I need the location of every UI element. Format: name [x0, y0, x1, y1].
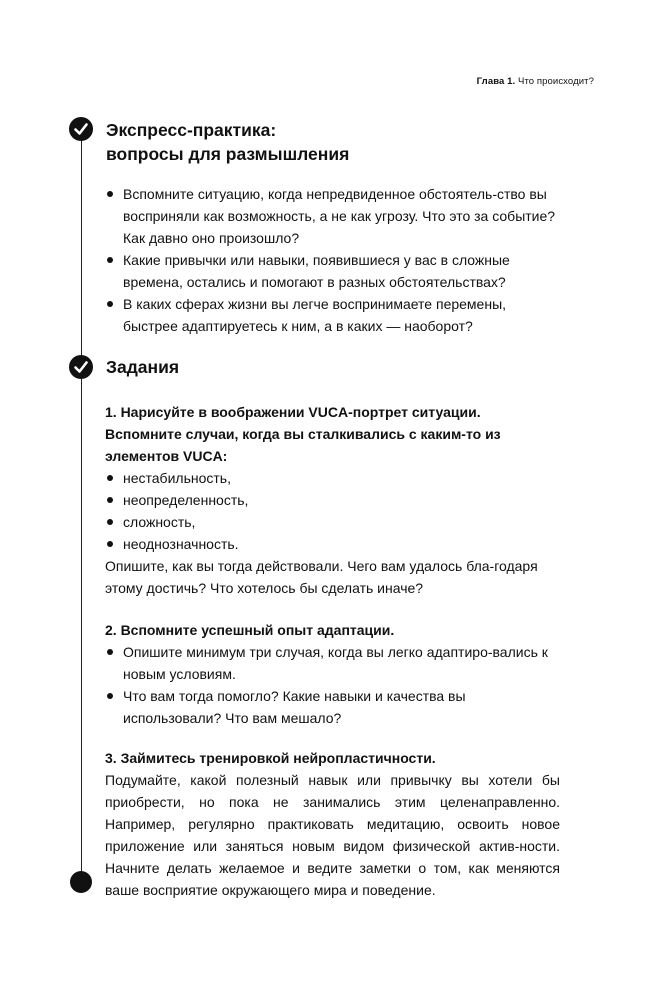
list-item: Опишите минимум три случая, когда вы легко адаптиро-вались к новым условиям. [105, 641, 560, 685]
section-title-line1: Экспресс-практика: [106, 120, 277, 140]
check-circle-icon [69, 117, 93, 141]
section-title-tasks: Задания [106, 357, 180, 377]
dot-icon [70, 871, 92, 893]
list-item: В каких сферах жизни вы легче воспринимаете перемены, быстрее адаптируетесь к ним, а в каких — наоборот? [105, 293, 560, 337]
list-item: сложность, [105, 511, 560, 533]
task-2-title: 2. Вспомните успешный опыт адаптации. [105, 622, 395, 638]
section-title-practice [106, 118, 349, 166]
timeline-rail [81, 140, 82, 882]
task-1-title: 1. Нарисуйте в воображении VUCA-портрет ситуации. Вспомните случаи, когда вы сталкивались с каким-то из элементов VUCA: [105, 404, 501, 464]
task-1-text: Опишите, как вы тогда действовали. Чего вам удалось бла-годаря этому достичь? Что хотелось бы сделать иначе? [105, 558, 538, 596]
task-1 [105, 401, 560, 599]
running-head [477, 76, 594, 87]
list-item: Что вам тогда помогло? Какие навыки и качества вы использовали? Что вам мешало? [105, 685, 560, 729]
list-item: Какие привычки или навыки, появившиеся у вас в сложные времена, остались и помогают в разных обстоятельствах? [105, 249, 560, 293]
running-head-chapter: Глава 1. [476, 76, 516, 87]
list-item: неопределенность, [105, 489, 560, 511]
task-3-text: Подумайте, какой полезный навык или привычку вы хотели бы приобрести, но пока не занимались этим целенаправленно. Например, регулярно практиковать медитацию, освоить новое приложение или заняться новым видом физической актив-ности. Начните делать желаемое и ведите заметки о том, как меняются ваше восприятие окружающего мира и поведение. [105, 772, 560, 898]
task-2 [105, 619, 560, 729]
running-head-title: Что происходит? [518, 76, 594, 87]
list-item: Вспомните ситуацию, когда непредвиденное обстоятель-ство вы восприняли как возможность, а не как угрозу. Что это за событие? Как давно оно произошло? [105, 183, 560, 249]
practice-questions [105, 183, 560, 337]
list-item: неоднозначность. [105, 533, 560, 555]
list-item: нестабильность, [105, 467, 560, 489]
task-3 [105, 747, 560, 901]
task-3-title: 3. Займитесь тренировкой нейропластичности. [105, 750, 436, 766]
check-circle-icon [69, 355, 93, 379]
section-title-line2: вопросы для размышления [106, 144, 350, 164]
